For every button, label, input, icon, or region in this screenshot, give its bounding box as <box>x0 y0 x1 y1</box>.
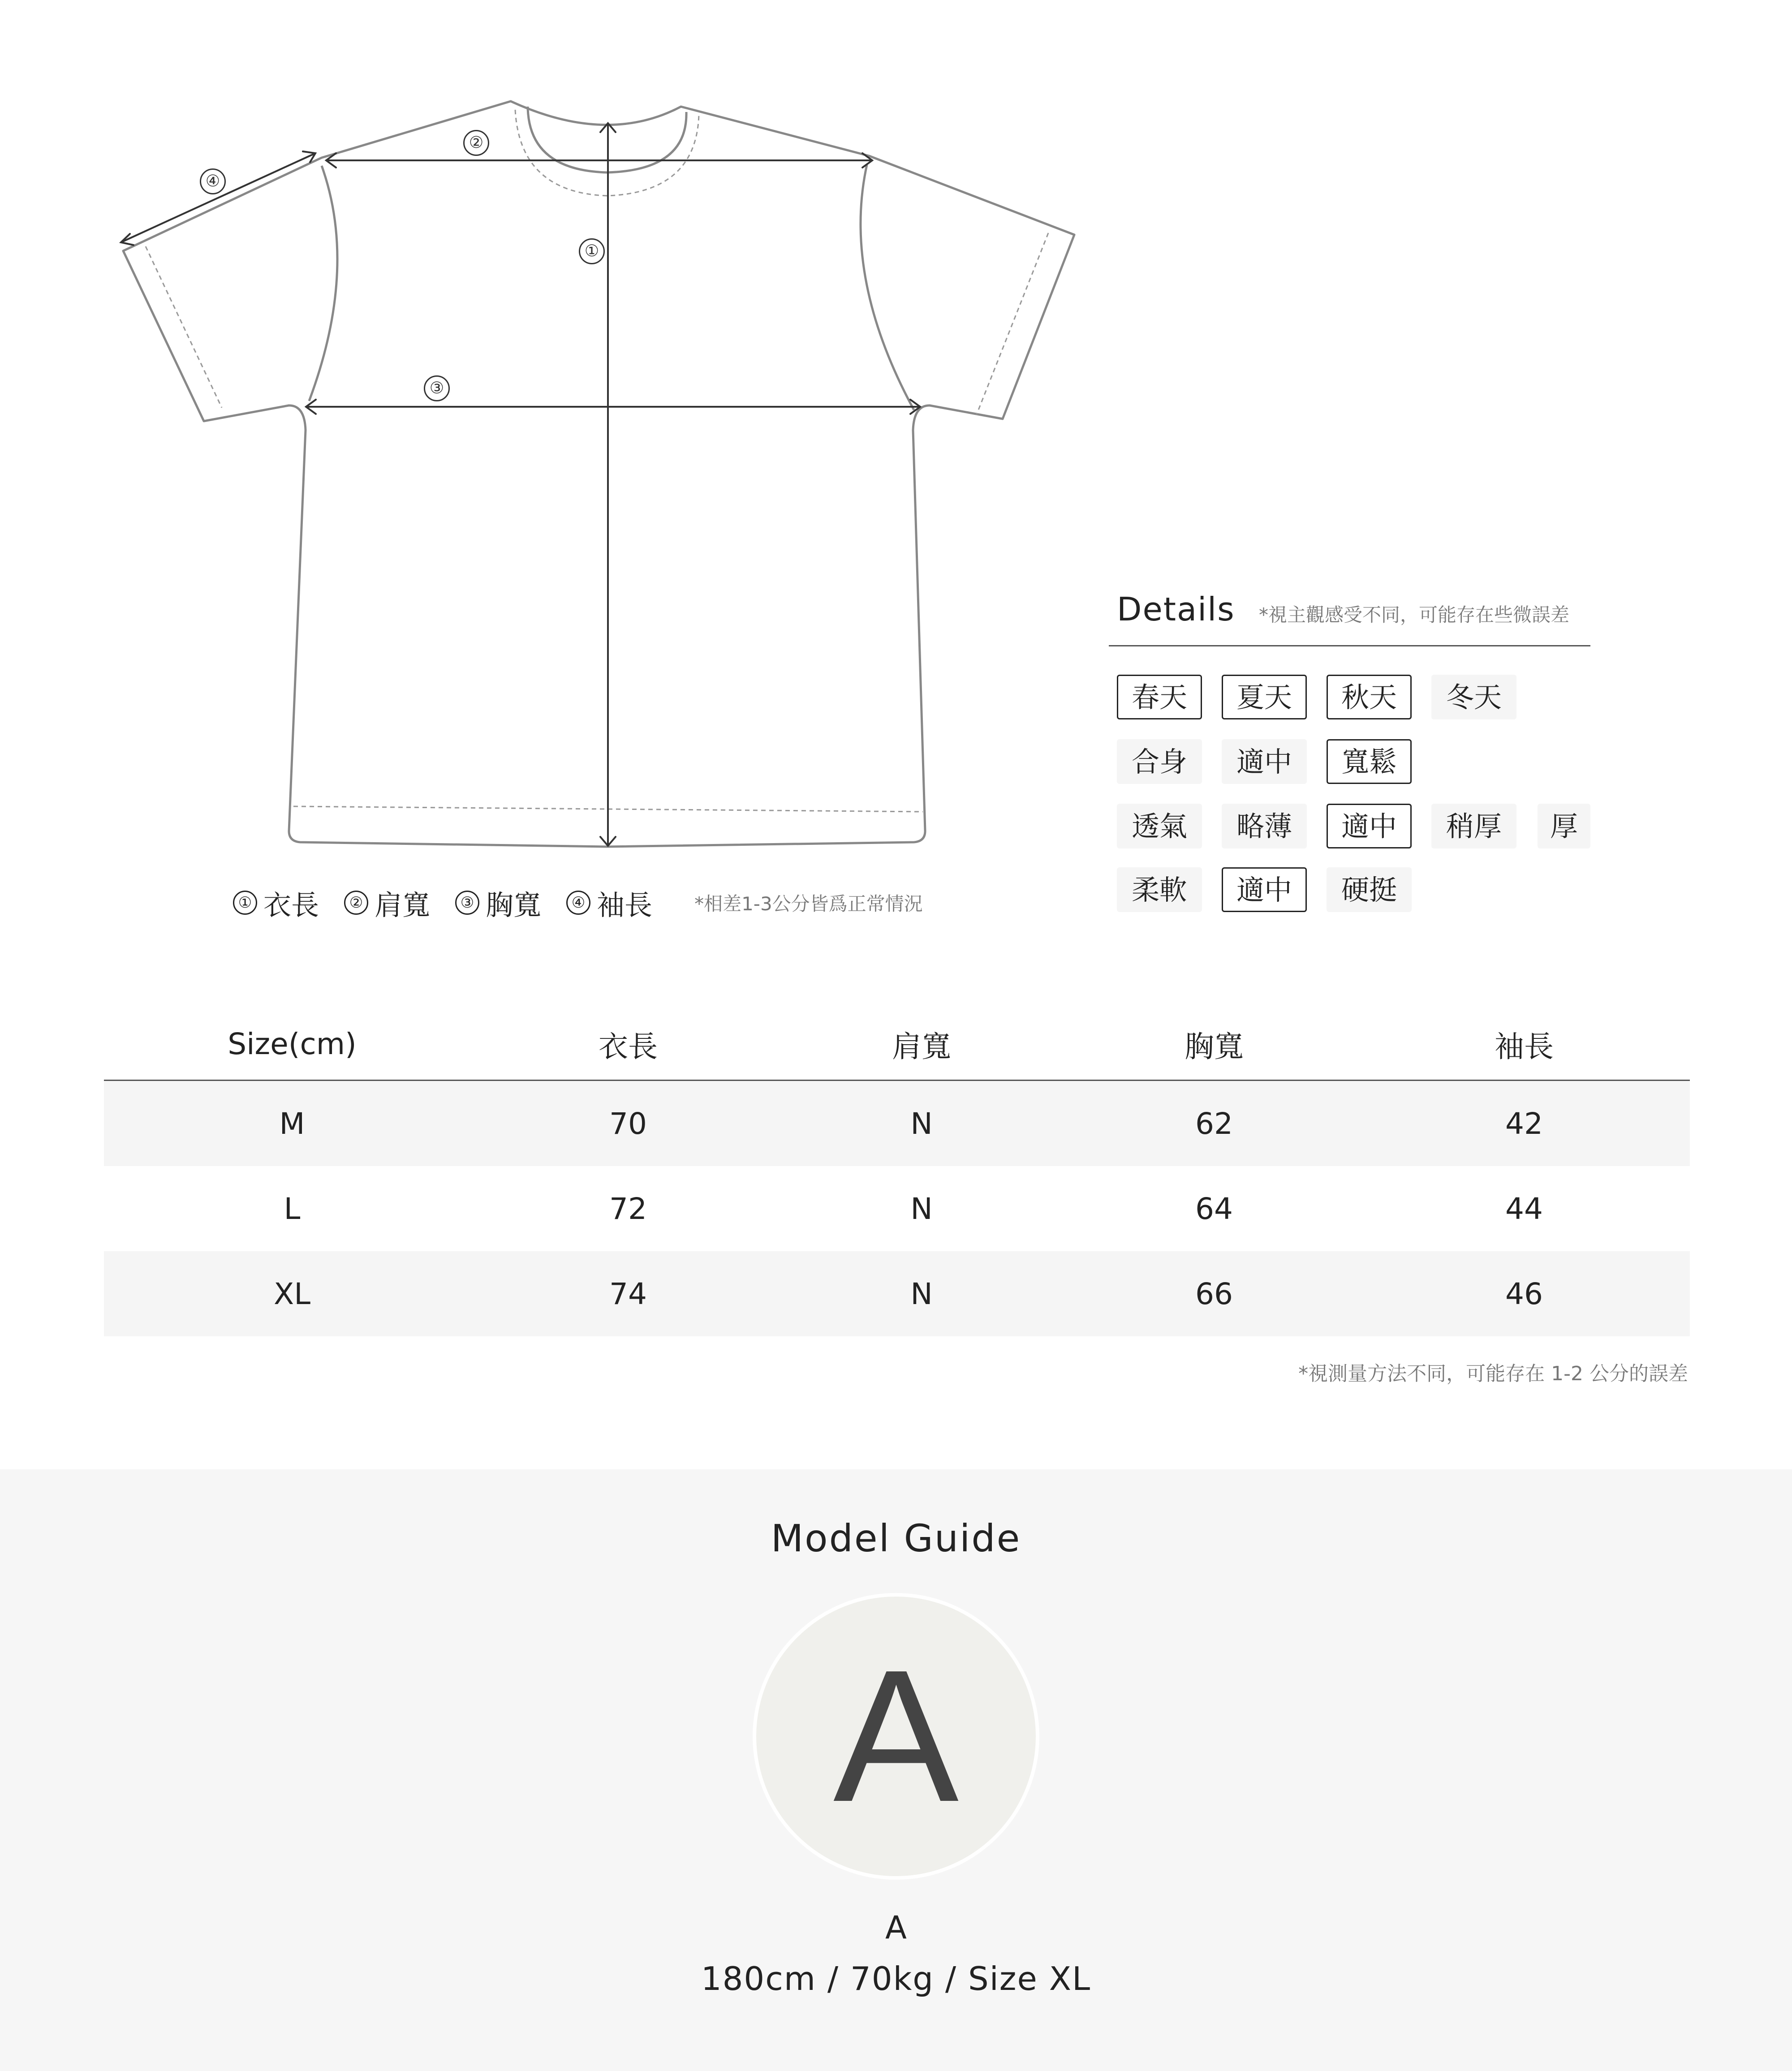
cell-size: XL <box>274 1276 310 1311</box>
legend-item-chest <box>455 883 541 923</box>
model-avatar-letter: A <box>833 1631 959 1841</box>
details-note: *視主觀感受不同，可能存在些微誤差 <box>1259 604 1570 626</box>
tag-fit-loose: 寬鬆 <box>1327 739 1412 784</box>
tag-texture-soft: 柔軟 <box>1117 867 1202 912</box>
legend-item-length <box>233 883 319 923</box>
header-size: Size(cm) <box>228 1026 357 1061</box>
table-row <box>104 1251 1690 1336</box>
tag-season-autumn: 秋天 <box>1327 675 1412 719</box>
cell-length: 74 <box>609 1276 647 1311</box>
cell-sleeve: 44 <box>1505 1191 1543 1226</box>
legend-num: ① <box>233 891 257 915</box>
model-guide-title: Model Guide <box>771 1516 1021 1560</box>
legend-label: 衣長 <box>263 888 319 921</box>
cell-chest: 64 <box>1195 1191 1233 1226</box>
legend-item-sleeve <box>566 883 652 923</box>
table-row <box>104 1166 1690 1251</box>
tag-thickness-breathable: 透氣 <box>1117 804 1202 848</box>
model-avatar <box>753 1593 1039 1880</box>
tag-texture-stiff: 硬挺 <box>1327 867 1412 912</box>
details-title: Details <box>1117 590 1235 628</box>
header-length: 衣長 <box>599 1029 658 1064</box>
header-shoulder: 肩寬 <box>892 1029 951 1064</box>
size-table <box>104 1008 1690 1336</box>
legend-label: 袖長 <box>597 888 653 921</box>
legend-note: *相差1-3公分皆爲正常情況 <box>694 893 923 915</box>
legend-label: 胸寬 <box>486 888 542 921</box>
cell-shoulder: N <box>910 1276 933 1311</box>
cell-sleeve: 46 <box>1505 1276 1543 1311</box>
tag-season-summer: 夏天 <box>1222 675 1307 719</box>
measurement-legend <box>233 885 923 921</box>
tag-thickness-medium: 適中 <box>1327 804 1412 848</box>
tag-fit-regular: 適中 <box>1222 739 1307 784</box>
table-row <box>104 1081 1690 1166</box>
model-name: A <box>885 1909 907 1946</box>
marker-shoulder: ② <box>463 130 489 156</box>
header-sleeve: 袖長 <box>1495 1029 1554 1064</box>
cell-chest: 66 <box>1195 1276 1233 1311</box>
tag-season-winter: 冬天 <box>1431 675 1516 719</box>
table-note: *視測量方法不同，可能存在 1-2 公分的誤差 <box>1298 1362 1688 1385</box>
cell-length: 72 <box>609 1191 647 1226</box>
cell-shoulder: N <box>910 1106 933 1141</box>
legend-label: 肩寬 <box>375 888 431 921</box>
legend-num: ④ <box>566 891 590 915</box>
marker-sleeve: ④ <box>200 168 226 194</box>
tag-season-spring: 春天 <box>1117 675 1202 719</box>
tshirt-outline <box>0 0 1129 878</box>
cell-shoulder: N <box>910 1191 933 1226</box>
tag-thickness-slightly-thick: 稍厚 <box>1431 804 1516 848</box>
details-divider <box>1109 645 1590 646</box>
cell-length: 70 <box>609 1106 647 1141</box>
tag-thickness-thick: 厚 <box>1538 804 1590 848</box>
marker-chest: ③ <box>424 375 450 401</box>
header-chest: 胸寬 <box>1185 1029 1244 1064</box>
marker-length: ① <box>579 238 605 264</box>
tag-fit-fitted: 合身 <box>1117 739 1202 784</box>
tshirt-diagram <box>0 0 1129 878</box>
legend-num: ③ <box>455 891 479 915</box>
table-header-divider <box>104 1080 1690 1081</box>
cell-size: M <box>279 1106 305 1141</box>
cell-size: L <box>284 1191 301 1226</box>
tag-texture-medium: 適中 <box>1222 867 1307 912</box>
legend-num: ② <box>344 891 368 915</box>
tag-thickness-thin: 略薄 <box>1222 804 1307 848</box>
model-info: 180cm / 70kg / Size XL <box>701 1960 1091 1998</box>
cell-chest: 62 <box>1195 1106 1233 1141</box>
table-header-row <box>104 1008 1690 1080</box>
legend-item-shoulder <box>344 883 430 923</box>
cell-sleeve: 42 <box>1505 1106 1543 1141</box>
